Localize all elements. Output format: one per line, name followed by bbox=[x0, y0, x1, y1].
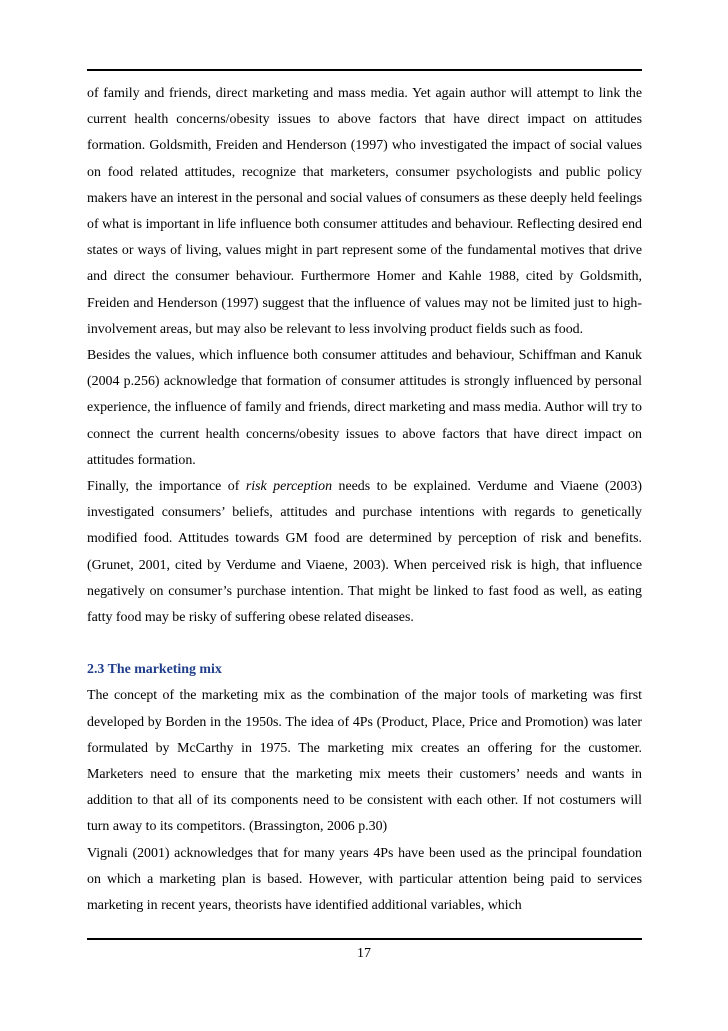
paragraph-attitude-formation: Besides the values, which influence both consumer attitudes and behaviour, Schiffman and Kanuk (2004 p.256) acknowledge that formation of consumer attitudes is strongly influenced by personal experience, the influence of family and friends, direct marketing and mass media. Author will try to connect the current health concerns/obesity issues to above factors that have direct impact on attitudes formation. bbox=[87, 348, 642, 468]
paragraph-risk-perception bbox=[87, 474, 642, 631]
risk-perception-emphasis: risk perception bbox=[245, 479, 333, 495]
risk-text-before: Finally, the importance of bbox=[87, 479, 246, 495]
risk-text-after: needs to be explained. Verdume and Viaene (2003) investigated consumers’ beliefs, attitudes and purchase intentions with regards to genetically modified food. Attitudes towards GM food are determined by perception of risk and benefits. (Grunet, 2001, cited by Verdume and Viaene, 2003). When perceived risk is high, that influence negatively on consumer’s purchase intention. That might be linked to fast food as well, as eating fatty food may be risky of suffering obese related diseases. bbox=[87, 479, 643, 626]
page-number: 17 bbox=[357, 946, 371, 961]
page-body bbox=[87, 81, 642, 919]
paragraph-marketing-mix-concept: The concept of the marketing mix as the combination of the major tools of marketing was first developed by Borden in the 1950s. The idea of 4Ps (Product, Place, Price and Promotion) was later formulated by McCarthy in 1975. The marketing mix creates an offering for the customer. Marketers need to ensure that the marketing mix meets their customers’ needs and wants in addition to that all of its components need to be consistent with each other. If not costumers will turn away to its competitors. (Brassington, 2006 p.30) bbox=[87, 688, 642, 835]
footer-rule bbox=[87, 938, 642, 940]
section-heading-marketing-mix: 2.3 The marketing mix bbox=[87, 662, 222, 678]
paragraph-values: of family and friends, direct marketing and mass media. Yet again author will attempt to link the current health concerns/obesity issues to above factors that have direct impact on attitudes formation. Goldsmith, Freiden and Henderson (1997) who investigated the impact of social values on food related attitudes, recognize that marketers, consumer psychologists and public policy makers have an interest in the personal and social values of consumers as these deeply held feelings of what is important in life influence both consumer attitudes and behaviour. Reflecting desired end states or ways of living, values might in part represent some of the fundamental motives that drive and direct the consumer behaviour. Furthermore Homer and Kahle 1988, cited by Goldsmith, Freiden and Henderson (1997) suggest that the influence of values may not be limited just to high- involvement areas, but may also be relevant to less involving product fields such as food. bbox=[87, 86, 642, 337]
header-rule bbox=[87, 69, 642, 71]
paragraph-vignali: Vignali (2001) acknowledges that for many years 4Ps have been used as the principal foundation on which a marketing plan is based. However, with particular attention being paid to services marketing in recent years, theorists have identified additional variables, which bbox=[87, 845, 642, 914]
